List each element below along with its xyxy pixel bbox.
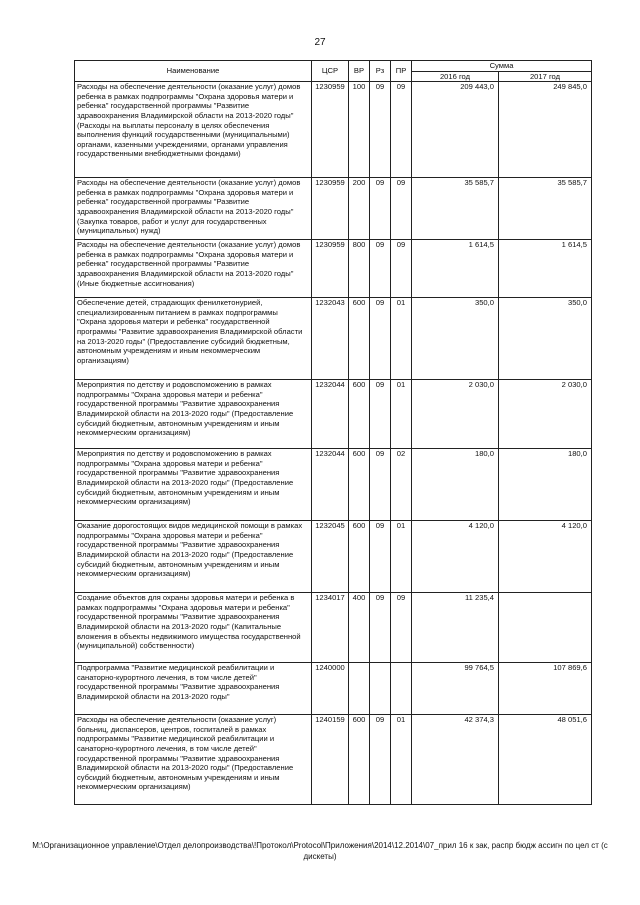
row-2017: 35 585,7 (499, 178, 592, 240)
budget-table (74, 60, 592, 805)
row-name: Расходы на обеспечение деятельности (оказание услуг) больниц, диспансеров, центров, госпиталей в рамках подпрограммы "Развитие медицинской реабилитации и санаторно-курортного лечения, в том числе детей" государственной программы "Развитие здравоохранения Владимирской области на 2013-2020 годы" (Предоставление субсидий бюджетным, автономным учреждениям и иным некоммерческим организациям) (75, 715, 312, 805)
table-row (75, 715, 592, 805)
row-2016: 35 585,7 (412, 178, 499, 240)
row-2016: 350,0 (412, 298, 499, 380)
row-rz: 09 (370, 82, 391, 178)
row-2017: 4 120,0 (499, 521, 592, 593)
row-csr: 1230959 (312, 178, 349, 240)
row-csr: 1232045 (312, 521, 349, 593)
row-csr: 1232043 (312, 298, 349, 380)
row-2017: 48 051,6 (499, 715, 592, 805)
row-rz (370, 663, 391, 715)
row-2016: 180,0 (412, 449, 499, 521)
row-vr: 200 (349, 178, 370, 240)
row-name: Расходы на обеспечение деятельности (оказание услуг) домов ребенка в рамках подпрограммы "Охрана здоровья матери и ребенка" государственной программы "Развитие здравоохранения Владимирской области на 2013-2020 годы" (Расходы на выплаты персоналу в целях обеспечения выполнения функций государственными (муниципальными) органами, казенными учреждениями, органами управления государственными внебюджетными фондами) (75, 82, 312, 178)
row-name: Оказание дорогостоящих видов медицинской помощи в рамках подпрограммы "Охрана здоровья матери и ребенка" государственной программы "Развитие здравоохранения Владимирской области на 2013-2020 годы" (Предоставление субсидий бюджетным, автономным учреждениям и иным некоммерческим организациям) (75, 521, 312, 593)
row-pr: 01 (391, 380, 412, 449)
row-pr: 09 (391, 82, 412, 178)
row-rz: 09 (370, 449, 391, 521)
table-row (75, 663, 592, 715)
header-rz: Рз (370, 61, 391, 82)
row-vr: 400 (349, 593, 370, 663)
row-2016: 99 764,5 (412, 663, 499, 715)
row-csr: 1232044 (312, 380, 349, 449)
row-name: Расходы на обеспечение деятельности (оказание услуг) домов ребенка в рамках подпрограммы "Охрана здоровья матери и ребенка" государственной программы "Развитие здравоохранения Владимирской области на 2013-2020 годы" (Иные бюджетные ассигнования) (75, 240, 312, 298)
row-csr: 1240159 (312, 715, 349, 805)
table-row (75, 240, 592, 298)
row-vr: 600 (349, 449, 370, 521)
table-row (75, 82, 592, 178)
header-sum: Сумма (412, 61, 592, 72)
row-2016: 42 374,3 (412, 715, 499, 805)
row-rz: 09 (370, 715, 391, 805)
row-pr: 01 (391, 298, 412, 380)
row-name: Обеспечение детей, страдающих фенилкетонурией, специализированным питанием в рамках подпрограммы "Охрана здоровья матери и ребенка" государственной программы "Развитие здравоохранения Владимирской области на 2013-2020 годы" (Предоставление субсидий бюджетным, автономным учреждениям и иным некоммерческим организациям) (75, 298, 312, 380)
row-rz: 09 (370, 380, 391, 449)
row-2016: 11 235,4 (412, 593, 499, 663)
row-csr: 1230959 (312, 82, 349, 178)
row-2016: 1 614,5 (412, 240, 499, 298)
table-row (75, 298, 592, 380)
row-pr: 01 (391, 521, 412, 593)
header-vr: ВР (349, 61, 370, 82)
row-2017 (499, 593, 592, 663)
table-row (75, 380, 592, 449)
row-2017: 350,0 (499, 298, 592, 380)
row-rz: 09 (370, 298, 391, 380)
page-number: 27 (314, 37, 326, 48)
row-name: Создание объектов для охраны здоровья матери и ребенка в рамках подпрограммы "Охрана здоровья матери и ребенка" государственной программы "Развитие здравоохранения Владимирской области на 2013-2020 годы" (Капитальные вложения в объекты недвижимого имущества государственной (муниципальной) собственности) (75, 593, 312, 663)
header-name: Наименование (75, 61, 312, 82)
file-path-footer: М:\Организационное управление\Отдел делопроизводства\!Протокол\Protocol\Приложения\2014\12.2014\07_прил 16 к зак, распр бюдж ассигн по цел ст (с дискеты) (32, 841, 608, 861)
table-row (75, 178, 592, 240)
row-2017: 249 845,0 (499, 82, 592, 178)
row-vr (349, 663, 370, 715)
row-vr: 600 (349, 715, 370, 805)
row-csr: 1232044 (312, 449, 349, 521)
row-2017: 180,0 (499, 449, 592, 521)
row-pr: 09 (391, 240, 412, 298)
row-2016: 2 030,0 (412, 380, 499, 449)
row-rz: 09 (370, 240, 391, 298)
row-csr: 1240000 (312, 663, 349, 715)
row-pr: 09 (391, 178, 412, 240)
row-rz: 09 (370, 593, 391, 663)
row-vr: 100 (349, 82, 370, 178)
row-2017: 1 614,5 (499, 240, 592, 298)
row-2017: 2 030,0 (499, 380, 592, 449)
row-2016: 209 443,0 (412, 82, 499, 178)
row-2016: 4 120,0 (412, 521, 499, 593)
table-row (75, 449, 592, 521)
header-year-2017: 2017 год (499, 71, 592, 82)
row-vr: 600 (349, 380, 370, 449)
row-name: Мероприятия по детству и родовспоможению в рамках подпрограммы "Охрана здоровья матери и ребенка" государственной программы "Развитие здравоохранения Владимирской области на 2013-2020 годы" (Предоставление субсидий бюджетным, автономным учреждениям и иным некоммерческим организациям) (75, 449, 312, 521)
row-csr: 1234017 (312, 593, 349, 663)
row-name: Подпрограмма "Развитие медицинской реабилитации и санаторно-курортного лечения, в том числе детей" государственной программы "Развитие здравоохранения Владимирской области на 2013-2020 годы" (75, 663, 312, 715)
row-vr: 600 (349, 521, 370, 593)
table-row (75, 593, 592, 663)
row-name: Мероприятия по детству и родовспоможению в рамках подпрограммы "Охрана здоровья матери и ребенка" государственной программы "Развитие здравоохранения Владимирской области на 2013-2020 годы" (Предоставление субсидий бюджетным, автономным учреждениям и иным некоммерческим организациям) (75, 380, 312, 449)
row-pr: 02 (391, 449, 412, 521)
row-pr: 01 (391, 715, 412, 805)
row-vr: 800 (349, 240, 370, 298)
row-rz: 09 (370, 521, 391, 593)
row-pr: 09 (391, 593, 412, 663)
header-year-2016: 2016 год (412, 71, 499, 82)
row-rz: 09 (370, 178, 391, 240)
row-vr: 600 (349, 298, 370, 380)
row-pr (391, 663, 412, 715)
row-csr: 1230959 (312, 240, 349, 298)
header-pr: ПР (391, 61, 412, 82)
header-csr: ЦСР (312, 61, 349, 82)
row-2017: 107 869,6 (499, 663, 592, 715)
row-name: Расходы на обеспечение деятельности (оказание услуг) домов ребенка в рамках подпрограммы "Охрана здоровья матери и ребенка" государственной программы "Развитие здравоохранения Владимирской области на 2013-2020 годы" (Закупка товаров, работ и услуг для государственных (муниципальных) нужд) (75, 178, 312, 240)
table-row (75, 521, 592, 593)
